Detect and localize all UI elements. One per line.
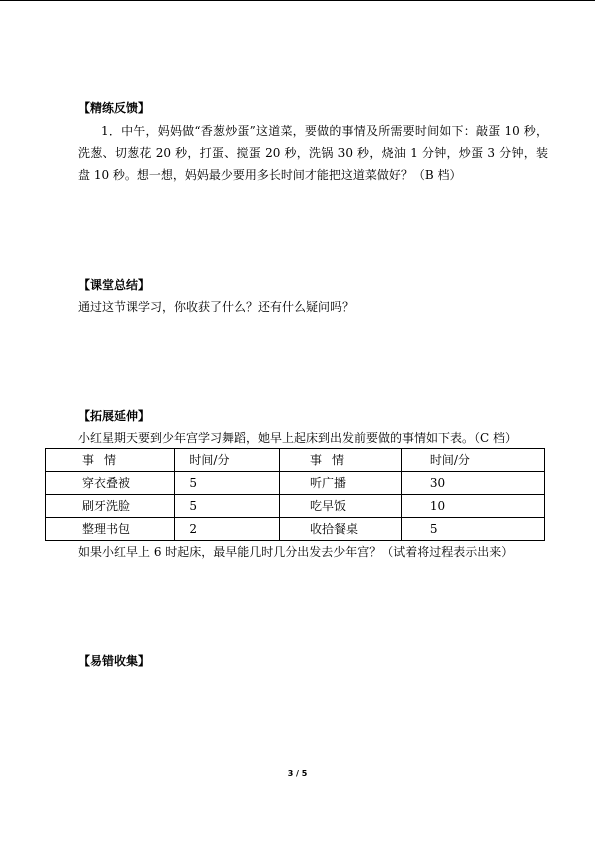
practice-problem-text: 1．中午，妈妈做“香葱炒蛋”这道菜，要做的事情及所需要时间如下：敲蛋 10 秒，洗葱、切葱花 20 秒，打蛋、搅蛋 20 秒，洗锅 30 秒，烧油 1 分钟，炒蛋 3 分钟，装盘 10 秒。想一想，妈妈最少要用多长时间才能把这道菜做好？（B 档）	[78, 124, 548, 182]
table-cell-task: 穿衣叠被	[46, 472, 175, 495]
table-cell-time: 5	[175, 495, 280, 518]
extension-heading: 【拓展延伸】	[78, 409, 151, 423]
header-task-1: 事情	[46, 449, 175, 472]
extension-question-text: 如果小红早上 6 时起床，最早能几时几分出发去少年宫？（试着将过程表示出来）	[78, 545, 514, 559]
table-row	[46, 472, 545, 495]
table-row	[46, 518, 545, 541]
table-cell-time: 10	[401, 495, 544, 518]
table-cell-task: 收拾餐桌	[280, 518, 402, 541]
practice-heading: 【精练反馈】	[78, 101, 151, 115]
page-number: 3 / 5	[287, 769, 308, 778]
summary-heading: 【课堂总结】	[78, 278, 151, 292]
summary-question-text: 通过这节课学习，你收获了什么？还有什么疑问吗？	[78, 300, 355, 314]
table-row	[46, 495, 545, 518]
table-cell-time: 5	[175, 472, 280, 495]
table-cell-time: 2	[175, 518, 280, 541]
table-header-row	[46, 449, 545, 472]
table-cell-time: 30	[401, 472, 544, 495]
table-cell-task: 刷牙洗脸	[46, 495, 175, 518]
chores-table	[45, 448, 545, 541]
table-cell-task: 整理书包	[46, 518, 175, 541]
table-cell-time: 5	[401, 518, 544, 541]
top-border-line	[0, 0, 595, 1]
header-time-1: 时间/分	[175, 449, 280, 472]
table-cell-task: 听广播	[280, 472, 402, 495]
header-task-2: 事情	[280, 449, 402, 472]
mistakes-heading: 【易错收集】	[78, 654, 151, 668]
extension-intro-text: 小红星期天要到少年宫学习舞蹈，她早上起床到出发前要做的事情如下表。（C 档）	[78, 431, 517, 445]
header-time-2: 时间/分	[401, 449, 544, 472]
table-cell-task: 吃早饭	[280, 495, 402, 518]
